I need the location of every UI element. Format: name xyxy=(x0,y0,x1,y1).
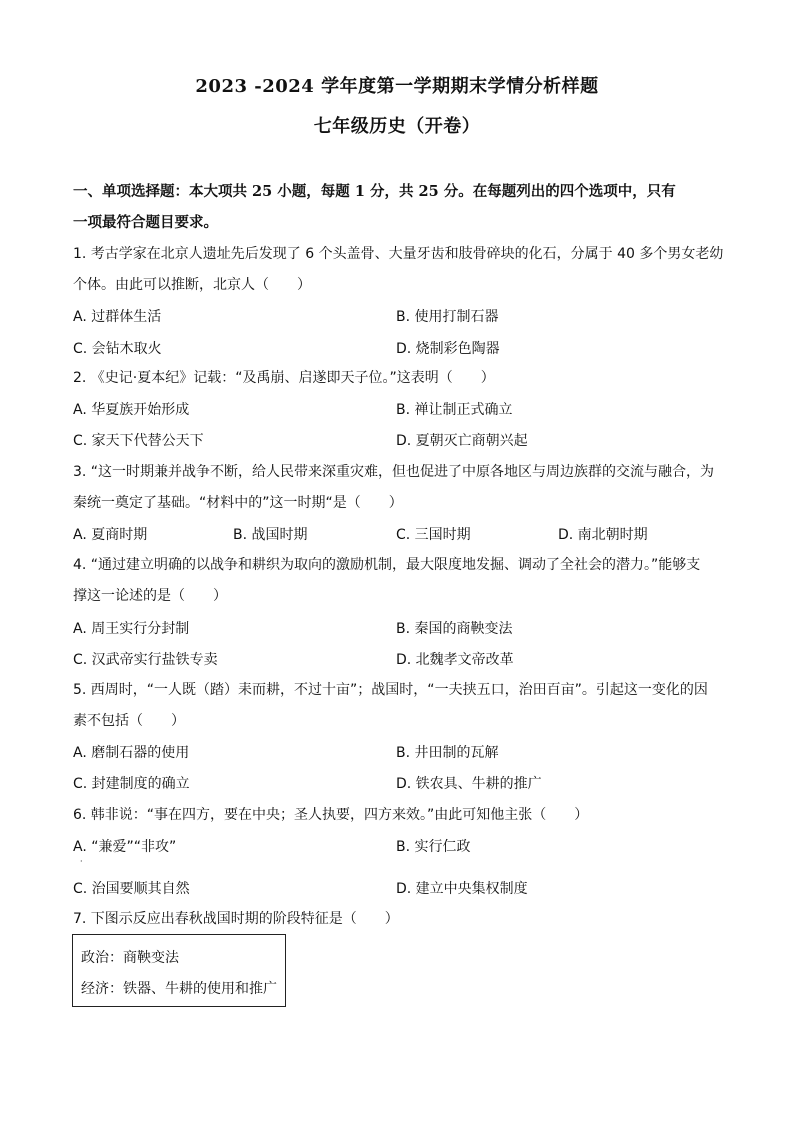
question-5-option-d: D. 铁农具、牛耕的推广 xyxy=(396,776,542,792)
question-6-option-a: A. “兼爱”“非攻” xyxy=(73,839,177,855)
question-5-option-c: C. 封建制度的确立 xyxy=(73,776,190,792)
question-1-option-b: B. 使用打制石器 xyxy=(396,309,499,325)
question-1-stem-line-1: 1. 考古学家在北京人遗址先后发现了 6 个头盖骨、大量牙齿和肢骨碎块的化石，分属于 40 多个男女老幼 xyxy=(73,246,724,262)
question-5-option-a: A. 磨制石器的使用 xyxy=(73,745,190,761)
question-4-stem-line-1: 4. “通过建立明确的以战争和耕织为取向的激励机制，最大限度地发掘、调动了全社会的潜力。”能够支 xyxy=(73,557,701,573)
question-5-stem-line-2: 素不包括（ ） xyxy=(73,713,185,729)
question-2-option-d: D. 夏朝灭亡商朝兴起 xyxy=(396,433,528,449)
question-6-option-c: C. 治国要顺其自然 xyxy=(73,881,190,897)
info-box-economy: 经济：铁器、牛耕的使用和推广 xyxy=(81,981,277,997)
question-4-option-c: C. 汉武帝实行盐铁专卖 xyxy=(73,652,218,668)
question-4-option-d: D. 北魏孝文帝改革 xyxy=(396,652,514,668)
question-1-option-c: C. 会钻木取火 xyxy=(73,341,162,357)
question-3-stem-line-1: 3. “这一时期兼并战争不断，给人民带来深重灾难，但也促进了中原各地区与周边族群的交流与融合，为 xyxy=(73,464,715,480)
question-5-option-b: B. 井田制的瓦解 xyxy=(396,745,499,761)
question-1-stem-line-2: 个体。由此可以推断，北京人（ ） xyxy=(73,277,311,293)
question-2-option-a: A. 华夏族开始形成 xyxy=(73,402,190,418)
question-1-option-d: D. 烧制彩色陶器 xyxy=(396,341,500,357)
page-subtitle: 七年级历史（开卷） xyxy=(313,116,481,137)
info-box-politics: 政治：商鞅变法 xyxy=(81,950,179,966)
question-4-option-a: A. 周王实行分封制 xyxy=(73,621,190,637)
question-3-stem-line-2: 秦统一奠定了基础。“材料中的”这一时期“是（ ） xyxy=(73,495,403,511)
question-4-stem-line-2: 撑这一论述的是（ ） xyxy=(73,588,227,604)
question-3-option-c: C. 三国时期 xyxy=(396,527,471,543)
question-3-option-d: D. 南北朝时期 xyxy=(558,527,648,543)
question-3-option-a: A. 夏商时期 xyxy=(73,527,148,543)
question-7-info-box xyxy=(72,934,286,1007)
question-2-option-c: C. 家天下代替公天下 xyxy=(73,433,204,449)
question-5-stem-line-1: 5. 西周时，“一人既（踏）耒而耕，不过十亩”；战国时，“一夫挟五口，治田百亩”。引起这一变化的因 xyxy=(73,682,708,698)
stray-dot: · xyxy=(80,857,83,866)
question-6-stem-line-1: 6. 韩非说：“事在四方，要在中央；圣人执要，四方来效。”由此可知他主张（ ） xyxy=(73,807,589,823)
question-2-option-b: B. 禅让制正式确立 xyxy=(396,402,513,418)
question-4-option-b: B. 秦国的商鞅变法 xyxy=(396,621,513,637)
question-3-option-b: B. 战国时期 xyxy=(233,527,308,543)
question-7-stem-line-1: 7. 下图示反应出春秋战国时期的阶段特征是（ ） xyxy=(73,911,399,927)
question-2-stem-line-1: 2. 《史记·夏本纪》记载：“及禹崩、启遂即天子位。”这表明（ ） xyxy=(73,370,495,386)
page-title: 2023 -2024 学年度第一学期期末学情分析样题 xyxy=(195,76,599,97)
question-6-option-d: D. 建立中央集权制度 xyxy=(396,881,528,897)
question-1-option-a: A. 过群体生活 xyxy=(73,309,162,325)
question-6-option-b: B. 实行仁政 xyxy=(396,839,471,855)
section-heading: 一、单项选择题：本大项共 25 小题，每题 1 分，共 25 分。在每题列出的四个选项中，只有 一项最符合题目要求。 xyxy=(73,183,676,231)
